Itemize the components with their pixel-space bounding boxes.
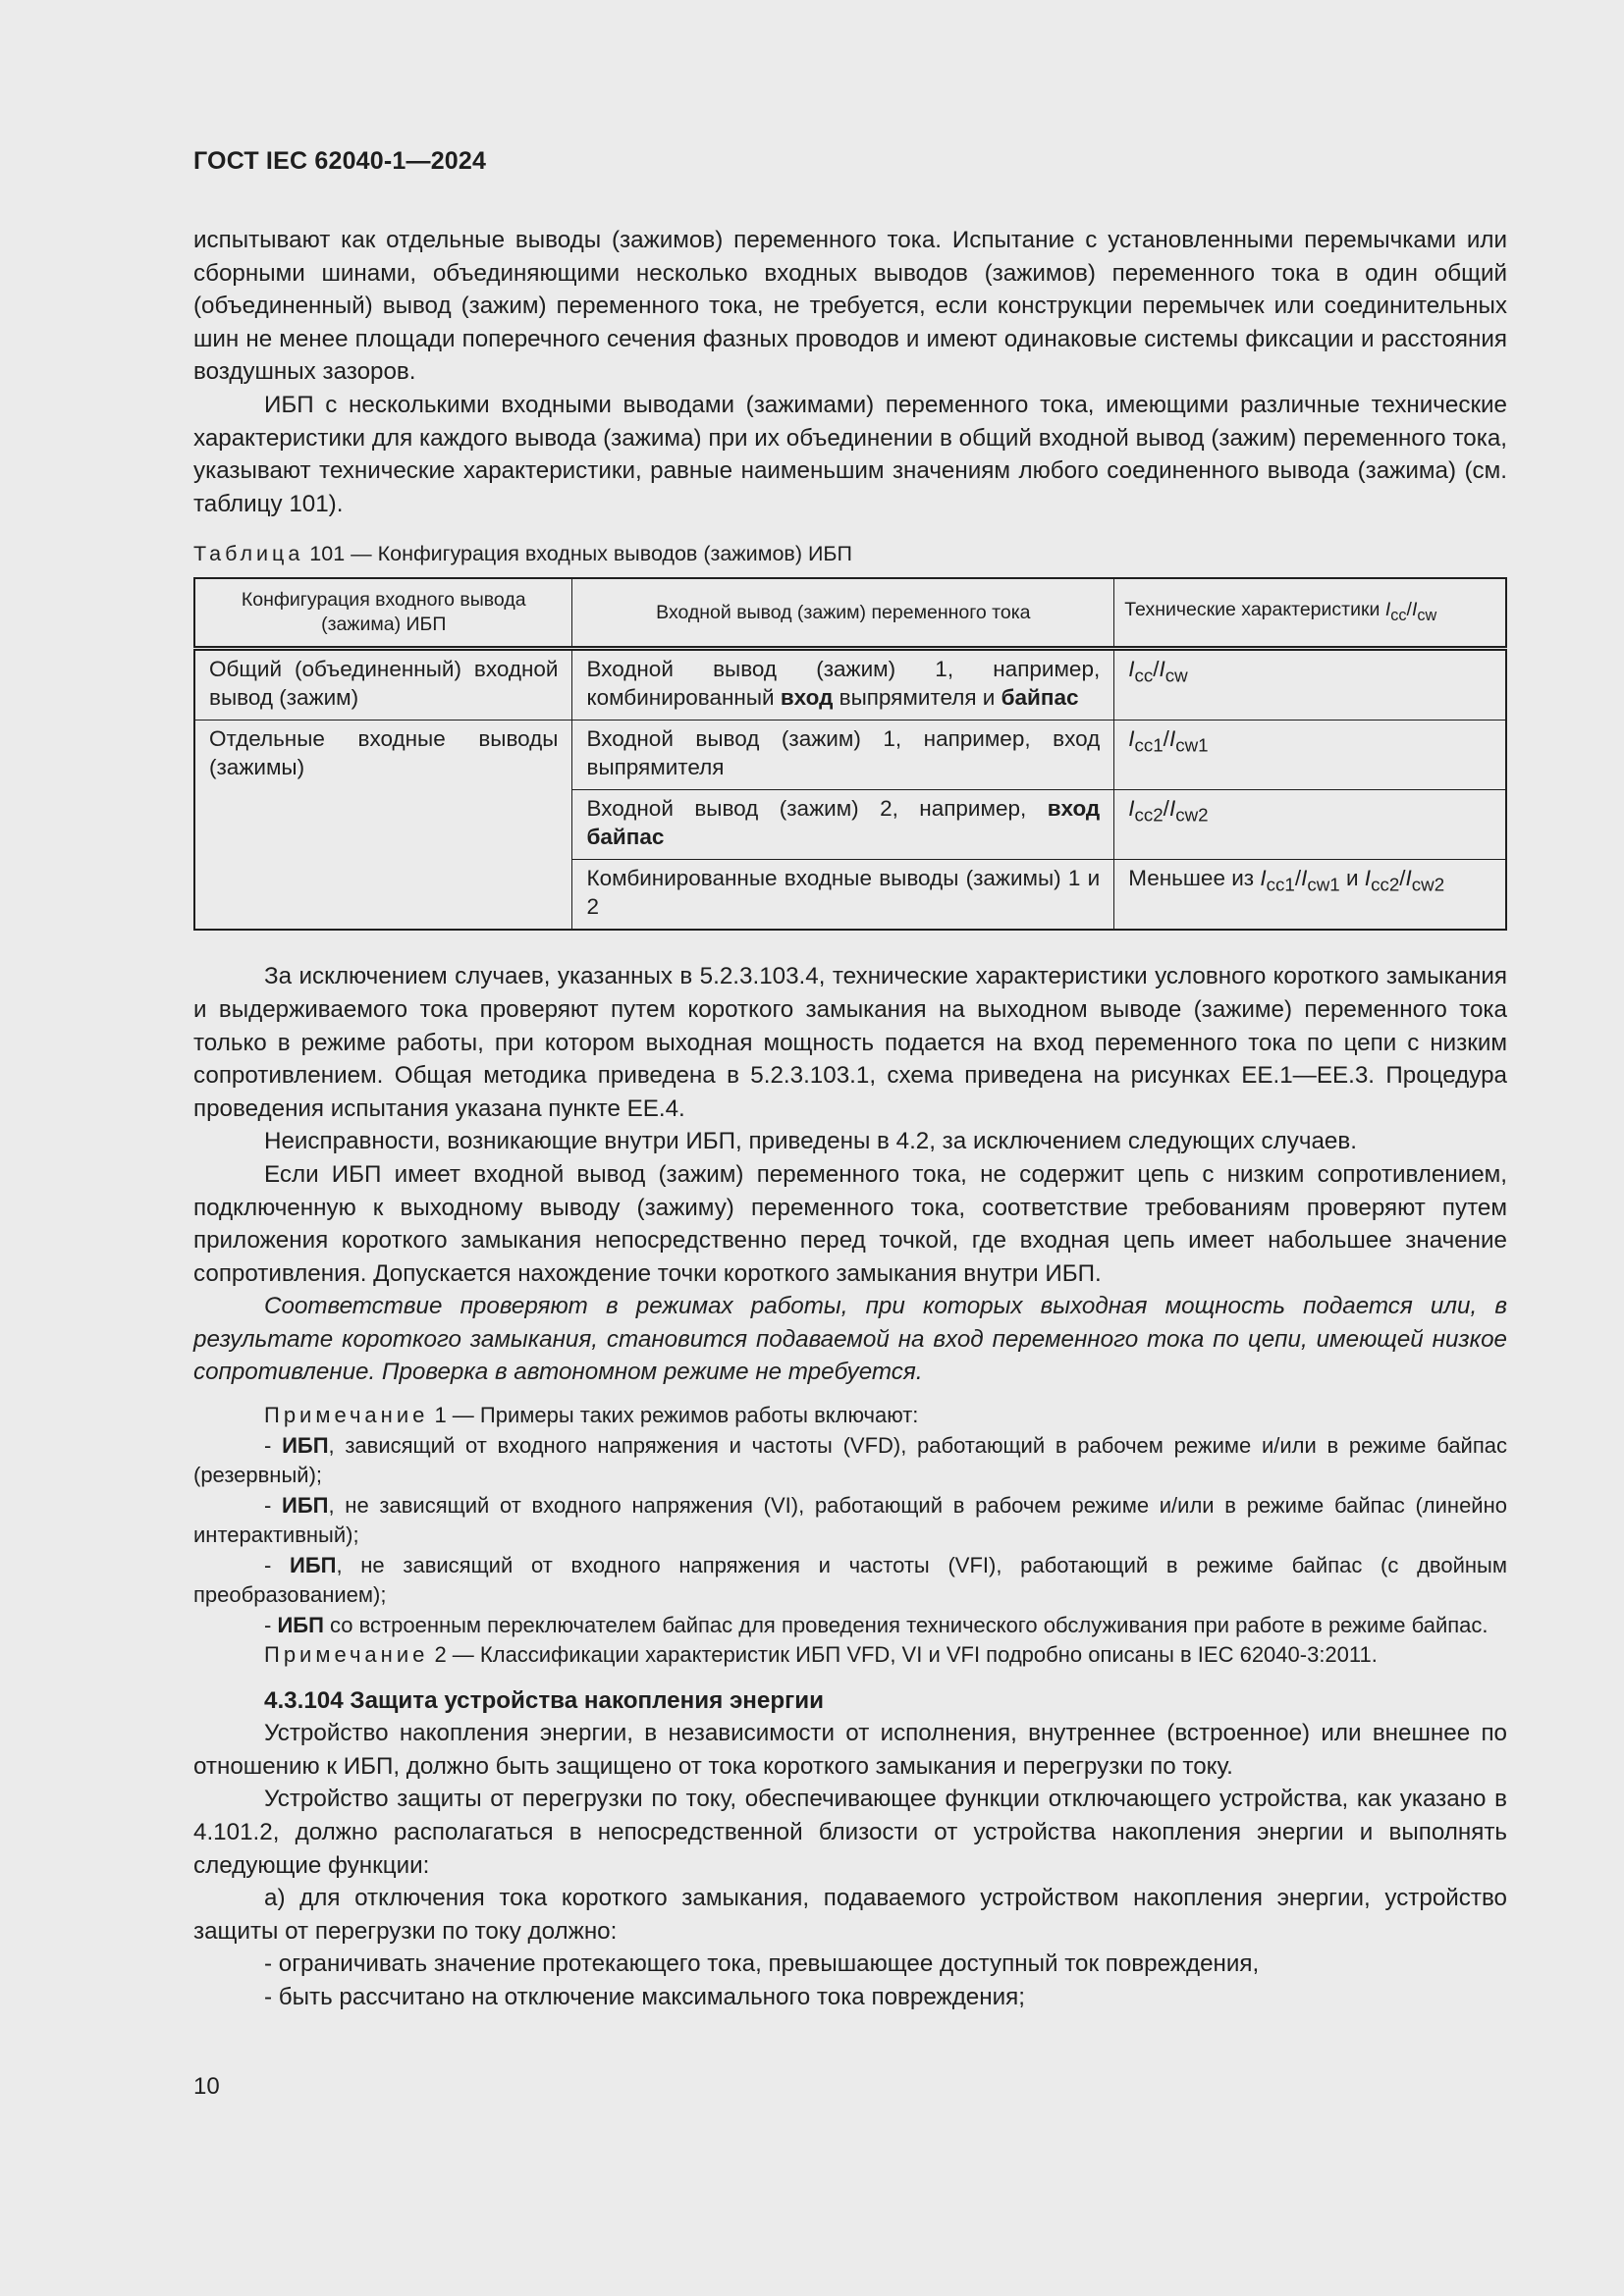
table-row — [194, 721, 1506, 790]
table-header-cell — [1114, 578, 1506, 649]
section-heading: 4.3.104 Защита устройства накопления энергии — [264, 1686, 824, 1714]
subscript: cw — [1417, 606, 1437, 624]
note-bold: ИБП — [277, 1612, 324, 1637]
note-text: , не зависящий от входного напряжения (VI), работающий в рабочем режиме и/или в режиме байпас (линейно интерактивный); — [193, 1492, 1507, 1548]
table-cell — [1114, 860, 1506, 931]
subscript: cc2 — [1371, 874, 1400, 895]
cell-bold: вход — [780, 685, 834, 711]
symbol-i: I — [1159, 657, 1165, 682]
slash: / — [1406, 598, 1412, 620]
slash: / — [1294, 866, 1302, 891]
note-bold: ИБП — [282, 1432, 329, 1458]
page-content — [193, 224, 1507, 2014]
cell-text: Входной вывод (зажим) 2, например, — [586, 796, 1048, 822]
table-cell — [1114, 721, 1506, 790]
symbol-i: I — [1301, 866, 1308, 891]
slash: / — [1153, 657, 1160, 682]
note-dash: - — [264, 1492, 283, 1518]
cell-text: Меньшее из — [1128, 866, 1255, 891]
note-2 — [193, 1640, 1507, 1671]
document-header: ГОСТ IEC 62040-1—2024 — [193, 147, 487, 175]
table-cell — [1114, 790, 1506, 860]
page-number: 10 — [193, 2073, 220, 2100]
note-dash: - — [264, 1612, 278, 1637]
paragraph: За исключением случаев, указанных в 5.2.3.103.4, технические характеристики условного короткого замыкания и выдерживаемого тока проверяют путем короткого замыкания на выходном выводе (зажиме) переменного тока только в режиме работы, при котором выходная мощность подается на вход переменного тока по цепи с низким сопротивлением. Общая методика приведена в 5.2.3.103.1, схема приведена на рисунках ЕЕ.1—ЕЕ.3. Процедура проведения испытания указана пункте ЕЕ.4. — [193, 963, 1507, 1122]
note-text: , не зависящий от входного напряжения и частоты (VFI), работающий в режиме байпас (с двойным преобразованием); — [193, 1552, 1507, 1608]
list-item: - быть рассчитано на отключение максимального тока повреждения; — [264, 1983, 1025, 2010]
table-cell: Общий (объединенный) входной вывод (зажим) — [194, 649, 572, 721]
subscript: cw1 — [1175, 734, 1209, 756]
subscript: cw2 — [1411, 874, 1445, 895]
table-row — [194, 649, 1506, 721]
table-cell — [572, 790, 1114, 860]
note-bold: ИБП — [282, 1492, 329, 1518]
table-cell — [1114, 649, 1506, 721]
table-caption — [193, 540, 1507, 567]
table-header-cell: Конфигурация входного вывода (зажима) ИБП — [194, 578, 572, 649]
notes-block — [193, 1401, 1507, 1671]
symbol-i: I — [1411, 598, 1418, 620]
note-text: 2 — Классификации характеристик ИБП VFD, VI и VFI подробно описаны в IEC 62040-3:2011. — [428, 1642, 1378, 1668]
note-item — [193, 1431, 1507, 1491]
symbol-i: I — [1128, 796, 1135, 822]
note-1 — [193, 1401, 1507, 1431]
symbol-i: I — [1168, 726, 1176, 752]
subscript: cc2 — [1134, 804, 1164, 826]
note-bold: ИБП — [290, 1552, 337, 1577]
subscript: cw1 — [1307, 874, 1340, 895]
note-label: Примечание — [264, 1403, 429, 1428]
subscript: cc1 — [1134, 734, 1164, 756]
paragraph: ИБП с несколькими входными выводами (зажимами) переменного тока, имеющими различные технические характеристики для каждого вывода (зажима) при их объединении в общий входной вывод (зажим) переменного тока, указывают технические характеристики, равные наименьшим значениям любого соединенного вывода (зажима) (см. таблицу 101). — [193, 391, 1507, 517]
table-label: Таблица — [193, 542, 304, 566]
paragraph: а) для отключения тока короткого замыкания, подаваемого устройством накопления энергии, устройство защиты от перегрузки по току должно: — [193, 1885, 1507, 1945]
note-text: со встроенным переключателем байпас для проведения технического обслуживания при работе в режиме байпас. — [323, 1612, 1489, 1637]
compliance-paragraph: Соответствие проверяют в режимах работы, при которых выходная мощность подается или, в результате короткого замыкания, становится подаваемой на вход переменного тока по цепи, имеющей низкое сопротивление. Проверка в автономном режиме не требуется. — [193, 1293, 1507, 1386]
symbol-i: I — [1364, 866, 1372, 891]
table-cell: Отдельные входные выводы (зажимы) — [194, 721, 572, 931]
slash: / — [1163, 796, 1169, 822]
table-header-row — [194, 578, 1506, 649]
subscript: cc — [1134, 665, 1154, 686]
header-text: Технические характеристики — [1124, 598, 1380, 620]
paragraph: Неисправности, возникающие внутри ИБП, приведены в 4.2, за исключением следующих случаев. — [264, 1128, 1357, 1155]
note-item — [193, 1551, 1507, 1611]
symbol-i: I — [1168, 796, 1176, 822]
note-text: , зависящий от входного напряжения и частоты (VFD), работающий в рабочем режиме и/или в режиме байпас (резервный); — [193, 1432, 1507, 1488]
table-caption-text: 101 — Конфигурация входных выводов (зажимов) ИБП — [309, 542, 852, 566]
symbol-i: I — [1405, 866, 1412, 891]
note-dash: - — [264, 1552, 291, 1577]
cell-text: выпрямителя и — [833, 685, 1001, 711]
subscript: cc — [1390, 606, 1407, 624]
list-item: - ограничивать значение протекающего тока, превышающее доступный ток повреждения, — [264, 1950, 1260, 1978]
paragraph: Устройство накопления энергии, в независимости от исполнения, внутреннее (встроенное) или внешнее по отношению к ИБП, должно быть защищено от тока короткого замыкания и перегрузки по току. — [193, 1720, 1507, 1780]
slash: / — [1399, 866, 1406, 891]
cell-bold: вход байпас — [586, 796, 1101, 850]
subscript: cw2 — [1175, 804, 1209, 826]
note-item — [193, 1491, 1507, 1551]
subscript: cc1 — [1266, 874, 1295, 895]
note-item — [193, 1611, 1507, 1641]
note-dash: - — [264, 1432, 283, 1458]
note-label: Примечание — [264, 1642, 429, 1668]
table-cell — [572, 649, 1114, 721]
symbol-i: I — [1128, 726, 1135, 752]
symbol-i: I — [1128, 657, 1135, 682]
symbol-i: I — [1384, 598, 1391, 620]
cell-text: и — [1345, 866, 1359, 891]
table-cell: Комбинированные входные выводы (зажимы) 1 и 2 — [572, 860, 1114, 931]
table-101 — [193, 577, 1507, 931]
paragraph: Если ИБП имеет входной вывод (зажим) переменного тока, не содержит цепь с низким сопротивлением, подключенную к выходному выводу (зажиму) переменного тока, соответствие требованиям проверяют путем приложения короткого замыкания непосредственно перед точкой, где входная цепь имеет набольшее значение сопротивления. Допускается нахождение точки короткого замыкания внутри ИБП. — [193, 1160, 1507, 1287]
table-cell: Входной вывод (зажим) 1, например, вход выпрямителя — [572, 721, 1114, 790]
slash: / — [1163, 726, 1169, 752]
note-text: 1 — Примеры таких режимов работы включают: — [428, 1403, 919, 1428]
paragraph: Устройство защиты от перегрузки по току, обеспечивающее функции отключающего устройства, как указано в 4.101.2, должно располагаться в непосредственной близости от устройства накопления энергии и выполнять следующие функции: — [193, 1786, 1507, 1879]
table-header-cell: Входной вывод (зажим) переменного тока — [572, 578, 1114, 649]
subscript: cw — [1164, 665, 1188, 686]
symbol-i: I — [1260, 866, 1267, 891]
paragraph: испытывают как отдельные выводы (зажимов) переменного тока. Испытание с установленными перемычками или сборными шинами, объединяющими несколько входных выводов (зажимов) переменного тока в один общий (объединенный) вывод (зажим) переменного тока, не требуется, если конструкции перемычек или соединительных шин не менее площади поперечного сечения фазных проводов и имеют одинаковые системы фиксации и расстояния воздушных зазоров. — [193, 227, 1507, 386]
cell-bold: байпас — [1001, 685, 1079, 711]
cell-text: Входной вывод (зажим) 1, например, комбинированный — [586, 657, 1101, 711]
